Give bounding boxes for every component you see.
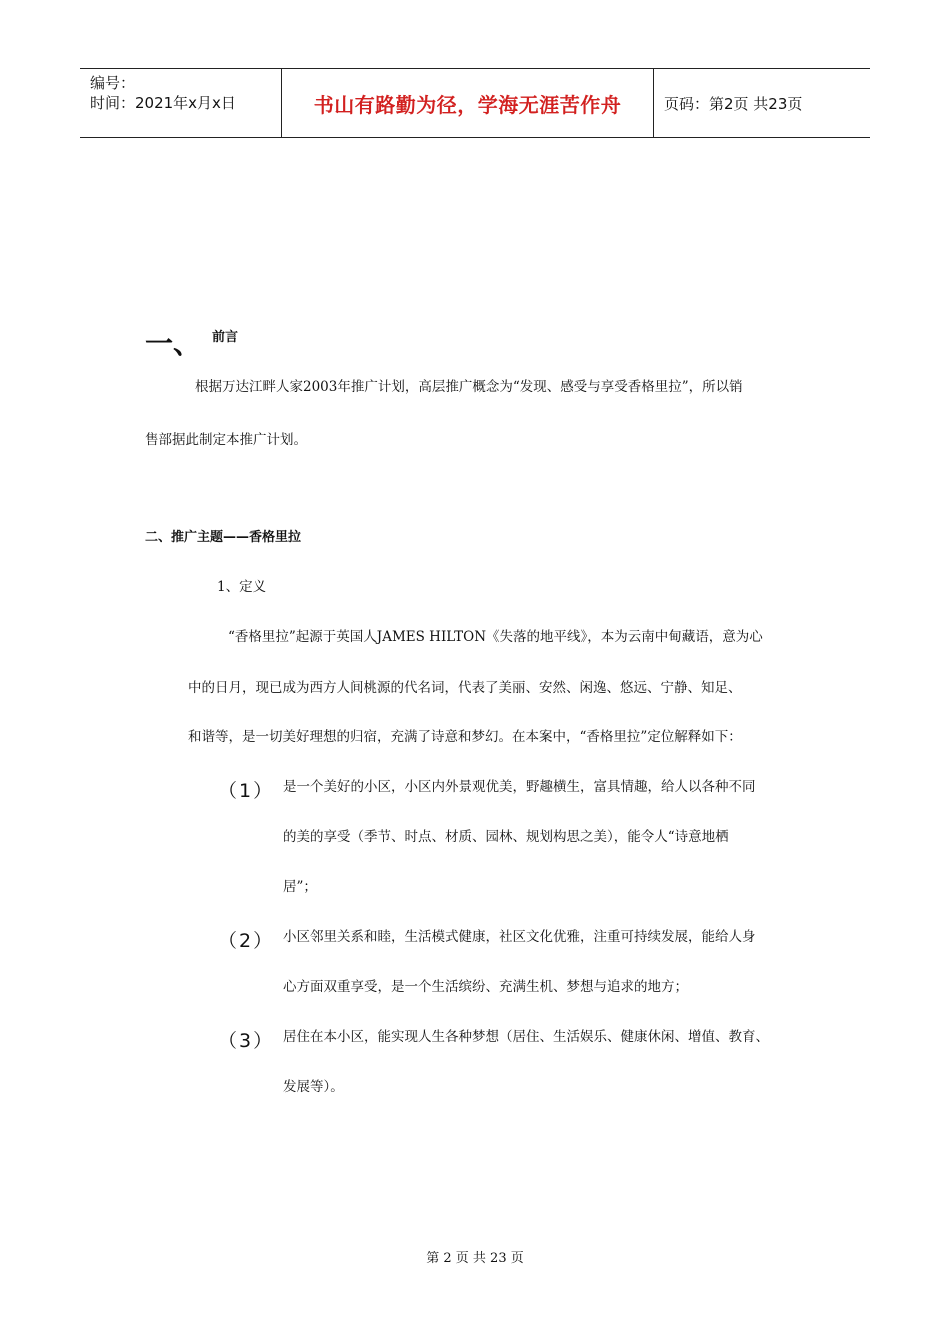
- list-item-number: （1）: [218, 780, 275, 802]
- list-item-line: 居”；: [283, 879, 317, 895]
- list-item-number: （3）: [218, 1030, 275, 1052]
- list-item-line: 居住在本小区，能实现人生各种梦想（居住、生活娱乐、健康休闲、增值、教育、: [283, 1029, 769, 1045]
- paragraph-line: 售部据此制定本推广计划。: [145, 432, 307, 448]
- paragraph-line: 和谐等，是一切美好理想的归宿，充满了诗意和梦幻。在本案中，“香格里拉”定位解释如下：: [188, 729, 742, 745]
- document-header: [80, 68, 870, 138]
- time-label: 时间：2021年x月x日: [90, 94, 236, 112]
- section-1-number: 一、: [145, 327, 202, 360]
- paragraph-line: 根据万达江畔人家2003年推广计划，高层推广概念为“发现、感受与享受香格里拉”，所以销: [195, 379, 743, 395]
- subheading-definition: 1、定义: [217, 579, 267, 595]
- header-page-info: 页码：第2页 共23页: [664, 94, 803, 113]
- list-item-line: 发展等）。: [283, 1079, 344, 1095]
- header-motto: 书山有路勤为径，学海无涯苦作舟: [313, 92, 622, 117]
- list-item-line: 心方面双重享受，是一个生活缤纷、充满生机、梦想与追求的地方；: [283, 979, 688, 995]
- list-item-line: 是一个美好的小区，小区内外景观优美，野趣横生，富具情趣，给人以各种不同: [283, 779, 756, 795]
- list-item-line: 小区邻里关系和睦，生活模式健康，社区文化优雅，注重可持续发展，能给人身: [283, 929, 756, 945]
- list-item-line: 的美的享受（季节、时点、材质、园林、规划构思之美），能令人“诗意地栖: [283, 829, 729, 845]
- header-meta: [90, 73, 236, 113]
- header-divider: [653, 69, 654, 137]
- paragraph-line: “香格里拉”起源于英国人JAMES HILTON《失落的地平线》，本为云南中甸藏语，意为心: [228, 629, 763, 645]
- paragraph-line: 中的日月，现已成为西方人间桃源的代名词，代表了美丽、安然、闲逸、悠远、宁静、知足、: [188, 680, 742, 696]
- section-2-title: 二、推广主题——香格里拉: [145, 530, 302, 545]
- page-footer: 第 2 页 共 23 页: [426, 1251, 524, 1266]
- number-label: 编号：: [90, 74, 136, 92]
- list-item-number: （2）: [218, 930, 275, 952]
- section-1-title: 前言: [212, 330, 239, 345]
